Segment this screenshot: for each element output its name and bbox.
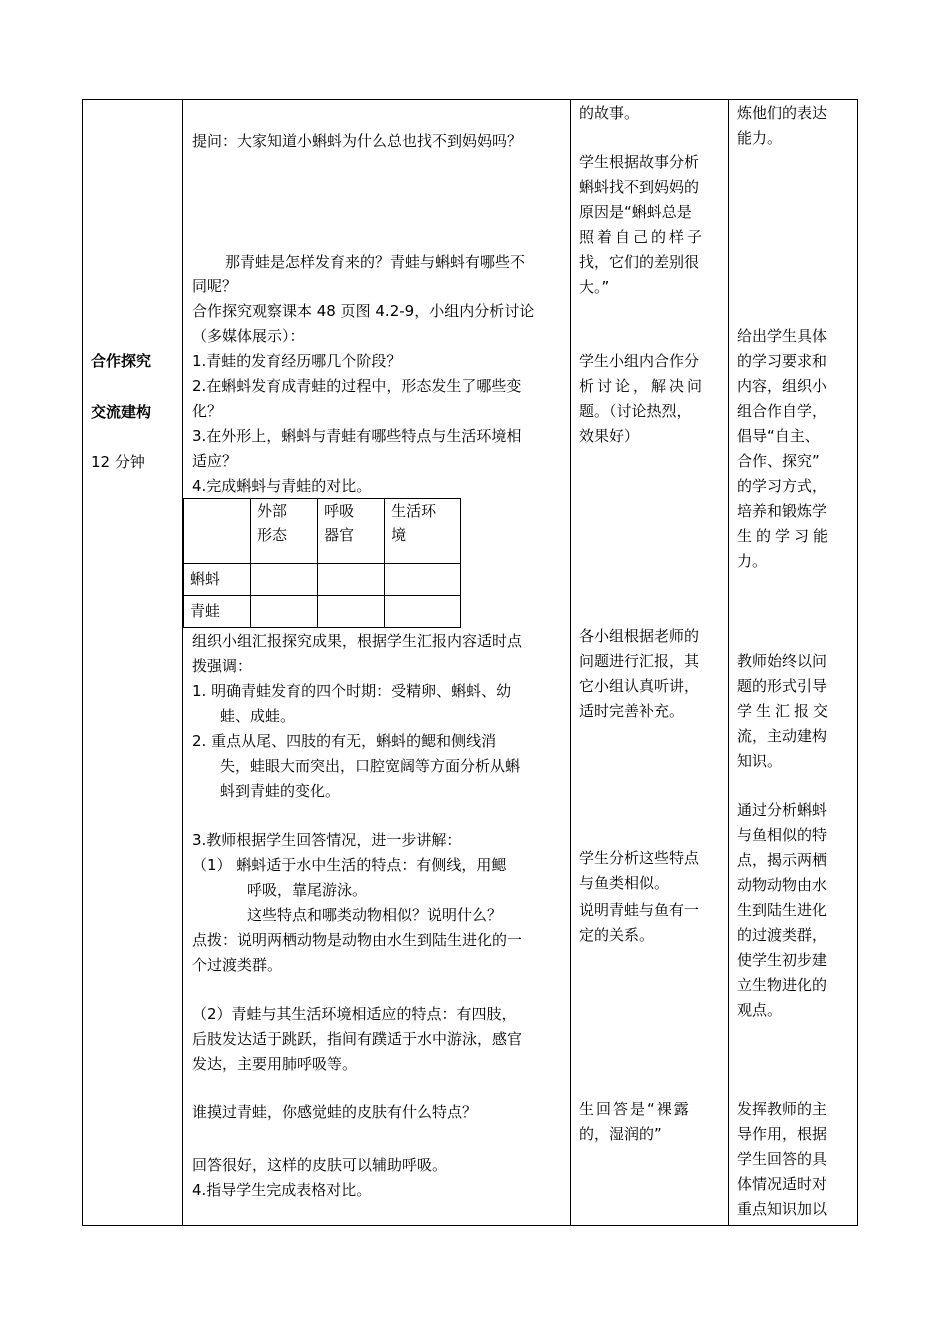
student-text: 各小组根据老师的 — [579, 627, 700, 645]
student-text: 生回答是“裸露 — [579, 1100, 691, 1118]
intent-text: 倡导“自主、 — [737, 427, 820, 445]
stage-title-2: 交流建构 — [91, 403, 152, 421]
discussion-question: 3.在外形上，蝌蚪与青蛙有哪些特点与生活环境相 — [192, 427, 522, 445]
table-cell — [385, 595, 461, 627]
intent-text: 发挥教师的主 — [737, 1100, 828, 1118]
intent-text: 导作用，根据 — [737, 1125, 828, 1143]
student-text: 题。（讨论热烈， — [579, 402, 692, 420]
student-text: 的，湿润的” — [579, 1125, 662, 1143]
intent-text: 给出学生具体 — [737, 327, 828, 345]
discussion-question: 适应？ — [192, 452, 238, 470]
organize-text: 拨强调： — [192, 657, 253, 675]
hint-text: 个过渡类群。 — [192, 956, 283, 974]
intent-text: 流，主动建构 — [737, 727, 828, 745]
student-text: 学生分析这些特点 — [579, 849, 700, 867]
student-text: 适时完善补充。 — [579, 702, 685, 720]
table-corner-cell — [184, 499, 251, 564]
intent-text: 合作、探究” — [737, 452, 820, 470]
student-text: 学生根据故事分析 — [579, 153, 700, 171]
student-text: 说明青蛙与鱼有一 — [579, 901, 700, 919]
point-text: 蚪到青蛙的变化。 — [220, 782, 341, 800]
explain-text: 后肢发达适于跳跃，指间有蹼适于水中游泳，感官 — [192, 1030, 523, 1048]
table-row-label: 蝌蚪 — [184, 563, 251, 595]
intent-text: 与鱼相似的特 — [737, 826, 828, 844]
explore-text: （多媒体展示）： — [192, 327, 305, 345]
intent-text: 的学习方式， — [737, 477, 828, 495]
question-text: 同呢？ — [192, 277, 238, 295]
intent-text: 体情况适时对 — [737, 1175, 828, 1193]
student-text: 与鱼类相似。 — [579, 874, 670, 892]
discussion-question: 2.在蝌蚪发育成青蛙的过程中，形态发生了哪些变 — [192, 377, 522, 395]
table-row-label: 青蛙 — [184, 595, 251, 627]
explain-text: 这些特点和哪类动物相似？说明什么？ — [247, 906, 503, 924]
intent-text: 教师始终以问 — [737, 652, 828, 670]
intent-text: 生到陆生进化 — [737, 901, 828, 919]
intent-text: 力。 — [737, 552, 768, 570]
intent-text: 题的形式引导 — [737, 677, 828, 695]
intent-text: 组合作自学， — [737, 402, 828, 420]
student-text: 大。” — [579, 278, 610, 296]
stage-duration: 12 分钟 — [91, 453, 145, 471]
discussion-question: 化？ — [192, 402, 223, 420]
explain-text: 3.教师根据学生回答情况，进一步讲解： — [192, 831, 462, 849]
student-text: 的故事。 — [579, 104, 640, 122]
intent-text: 通过分析蝌蚪 — [737, 801, 828, 819]
question-text: 那青蛙是怎样发育来的？青蛙与蝌蚪有哪些不 — [225, 253, 526, 271]
intent-text: 使学生初步建 — [737, 951, 828, 969]
explain-text: （2）青蛙与其生活环境相适应的特点：有四肢， — [192, 1005, 517, 1023]
question-text: 提问：大家知道小蝌蚪为什么总也找不到妈妈吗？ — [192, 132, 523, 150]
comparison-table — [183, 498, 461, 628]
table-cell — [318, 595, 385, 627]
intent-text: 学生回答的具 — [737, 1150, 828, 1168]
table-header-cell: 呼吸 器官 — [318, 499, 385, 564]
intent-text: 内容，组织小 — [737, 377, 828, 395]
student-text: 照着自己的样子 — [579, 228, 706, 246]
intent-text: 的学习要求和 — [737, 352, 828, 370]
intent-text: 学生汇报交 — [737, 702, 833, 720]
discussion-question: 1.青蛙的发育经历哪几个阶段？ — [192, 352, 402, 370]
intent-text: 的过渡类群， — [737, 926, 828, 944]
point-text: 1. 明确青蛙发育的四个时期：受精卵、蝌蚪、幼 — [192, 682, 512, 700]
intent-text: 动物动物由水 — [737, 876, 828, 894]
feedback-text: 回答很好，这样的皮肤可以辅助呼吸。 — [192, 1156, 448, 1174]
point-text: 失，蛙眼大而突出，口腔宽阔等方面分析从蝌 — [220, 757, 521, 775]
student-text: 定的关系。 — [579, 926, 655, 944]
student-text: 学生小组内合作分 — [579, 352, 700, 370]
student-text: 效果好） — [579, 427, 640, 445]
column-divider — [182, 99, 183, 1226]
table-cell — [251, 595, 318, 627]
intent-text: 能力。 — [737, 129, 783, 147]
hint-text: 点拨：说明两栖动物是动物由水生到陆生进化的一 — [192, 931, 523, 949]
question-text: 谁摸过青蛙，你感觉蛙的皮肤有什么特点？ — [192, 1103, 478, 1121]
discussion-question: 4.完成蝌蚪与青蛙的对比。 — [192, 477, 372, 495]
student-text: 原因是“蝌蚪总是 — [579, 203, 692, 221]
student-text: 蝌蚪找不到妈妈的 — [579, 178, 700, 196]
student-text: 它小组认真听讲， — [579, 677, 700, 695]
explain-text: 发达，主要用肺呼吸等。 — [192, 1055, 358, 1073]
intent-text: 点，揭示两栖 — [737, 851, 828, 869]
student-text: 问题进行汇报，其 — [579, 652, 700, 670]
column-divider — [570, 99, 571, 1226]
intent-text: 炼他们的表达 — [737, 104, 828, 122]
explain-text: 呼吸，靠尾游泳。 — [247, 881, 368, 899]
explore-text: 合作探究观察课本 48 页图 4.2-9，小组内分析讨论 — [192, 302, 535, 320]
table-cell — [318, 563, 385, 595]
point-text: 蛙、成蛙。 — [220, 707, 296, 725]
stage-title-1: 合作探究 — [91, 352, 152, 370]
guide-text: 4.指导学生完成表格对比。 — [192, 1181, 372, 1199]
intent-text: 观点。 — [737, 1001, 783, 1019]
intent-text: 培养和锻炼学 — [737, 502, 828, 520]
intent-text: 生的学习能 — [737, 527, 833, 545]
explain-text: （1） 蝌蚪适于水中生活的特点：有侧线，用鳃 — [192, 856, 507, 874]
student-text: 找，它们的差别很 — [579, 253, 700, 271]
intent-text: 重点知识加以 — [737, 1200, 828, 1218]
intent-text: 立生物进化的 — [737, 976, 828, 994]
column-divider — [728, 99, 729, 1226]
point-text: 2. 重点从尾、四肢的有无，蝌蚪的鳃和侧线消 — [192, 732, 497, 750]
table-header-cell: 外部 形态 — [251, 499, 318, 564]
intent-text: 知识。 — [737, 752, 783, 770]
organize-text: 组织小组汇报探究成果，根据学生汇报内容适时点 — [192, 632, 523, 650]
table-header-cell: 生活环 境 — [385, 499, 461, 564]
student-text: 析讨论，解决问 — [579, 377, 706, 395]
table-cell — [251, 563, 318, 595]
table-cell — [385, 563, 461, 595]
